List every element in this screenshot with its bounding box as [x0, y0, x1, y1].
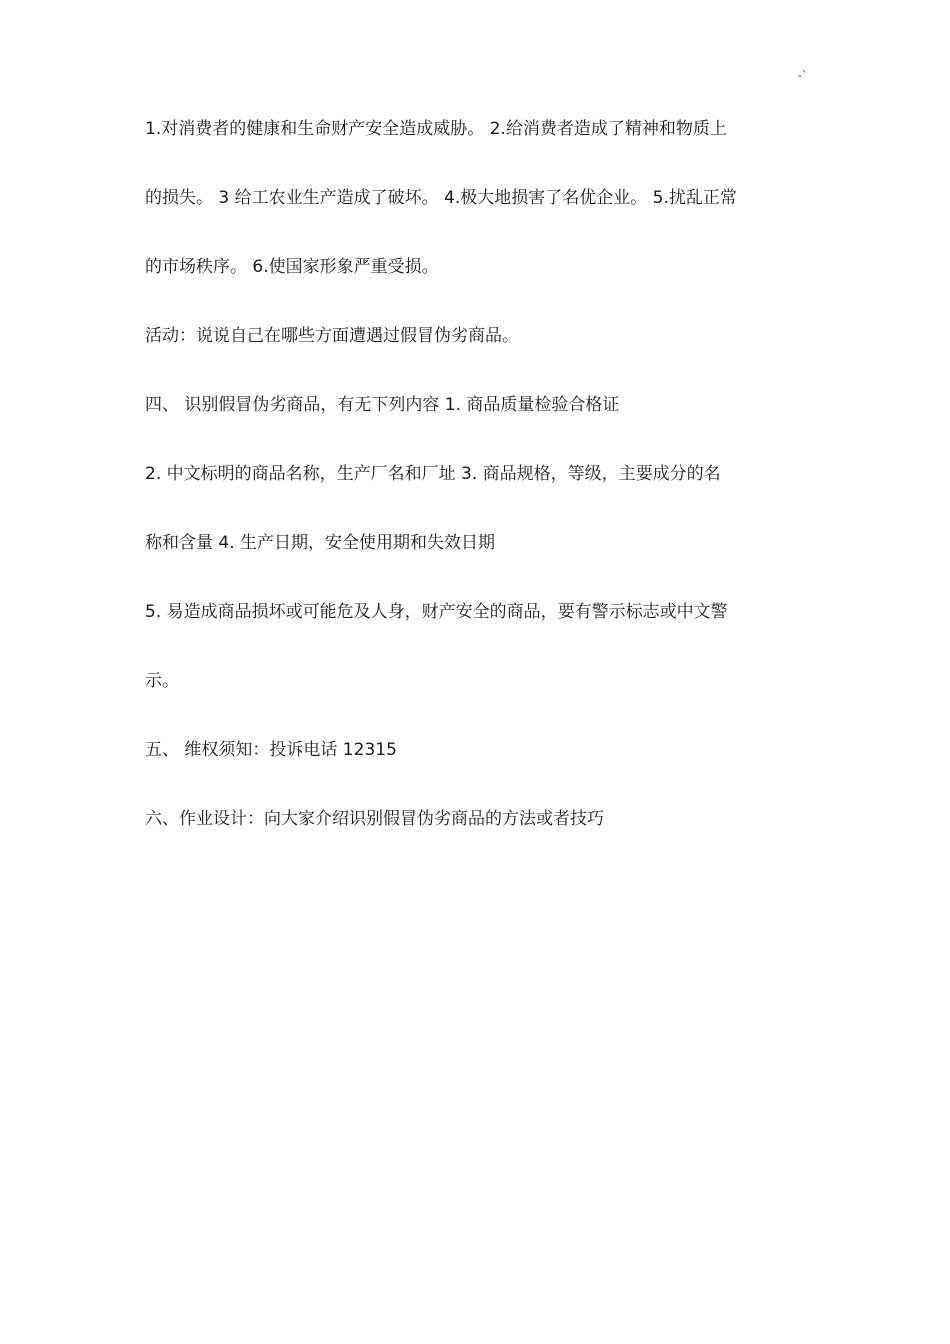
text-line: 示。 [145, 671, 179, 691]
text-line: 的损失。 3 给工农业生产造成了破坏。 4.极大地损害了名优企业。 5.扰乱正常 [145, 188, 737, 208]
text-line: 的市场秩序。 6.使国家形象严重受损。 [145, 257, 439, 277]
section-six-heading: 六、作业设计：向大家介绍识别假冒伪劣商品的方法或者技巧 [145, 809, 604, 829]
section-four-heading: 四、 识别假冒伪劣商品，有无下列内容 1. 商品质量检验合格证 [145, 395, 620, 415]
corner-mark: -` [798, 69, 808, 82]
section-five-heading: 五、 维权须知：投诉电话 12315 [145, 740, 397, 760]
text-line: 2. 中文标明的商品名称，生产厂名和厂址 3. 商品规格，等级，主要成分的名 [145, 464, 721, 484]
document-body [145, 119, 810, 829]
text-line: 1.对消费者的健康和生命财产安全造成威胁。 2.给消费者造成了精神和物质上 [145, 119, 727, 139]
activity-line: 活动：说说自己在哪些方面遭遇过假冒伪劣商品。 [145, 326, 519, 346]
text-line: 5. 易造成商品损坏或可能危及人身，财产安全的商品，要有警示标志或中文警 [145, 602, 728, 622]
text-line: 称和含量 4. 生产日期，安全使用期和失效日期 [145, 533, 496, 553]
